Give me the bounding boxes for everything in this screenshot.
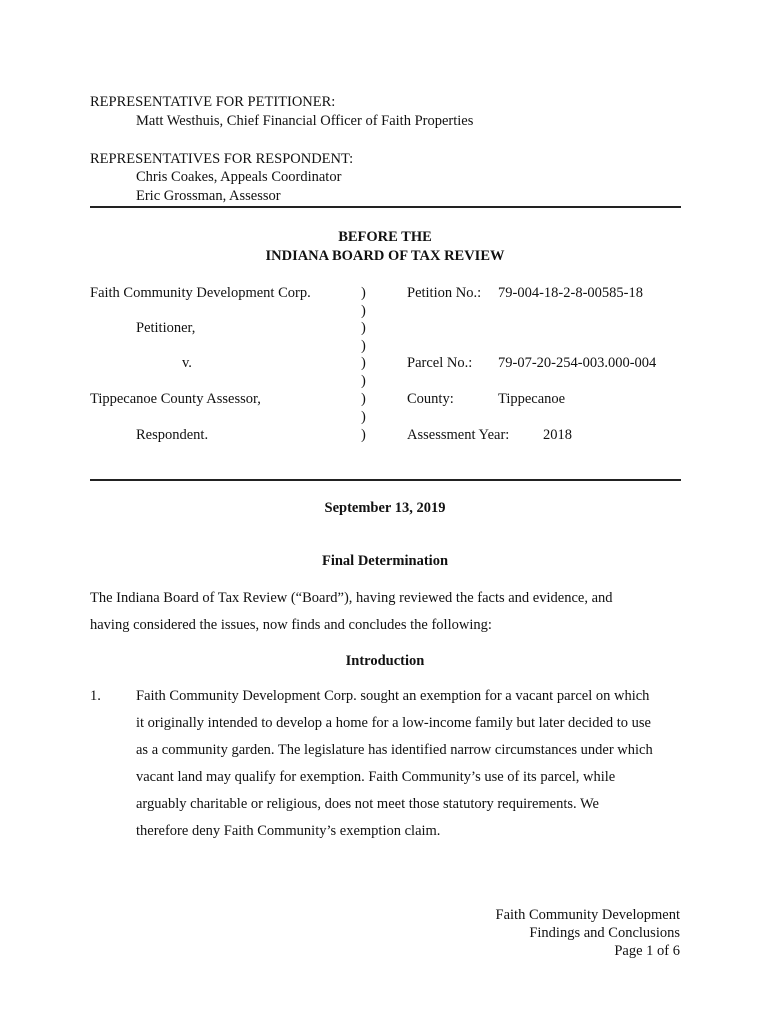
- paragraph-line: as a community garden. The legislature has identified narrow circumstances under which: [136, 742, 653, 758]
- footer-page-number: Page 1 of 6: [614, 943, 680, 959]
- county-label: County:: [407, 391, 454, 407]
- caption-divider: [90, 479, 681, 481]
- paragraph-line: it originally intended to develop a home for a low-income family but later decided to use: [136, 715, 651, 731]
- petitioner-representative-name: Matt Westhuis, Chief Financial Officer of Faith Properties: [136, 113, 474, 129]
- petitioner-party-name: Faith Community Development Corp.: [90, 285, 311, 301]
- paragraph-number: 1.: [90, 688, 101, 704]
- respondent-role: Respondent.: [136, 427, 209, 443]
- caption-paren: ): [361, 427, 366, 443]
- caption-paren: ): [361, 285, 366, 301]
- county-value: Tippecanoe: [498, 391, 566, 407]
- caption-paren: ): [361, 320, 366, 336]
- page-footer: [496, 906, 680, 960]
- parcel-number-value: 79-07-20-254-003.000-004: [498, 355, 657, 371]
- paragraph-line: Faith Community Development Corp. sought an exemption for a vacant parcel on which: [136, 688, 650, 704]
- court-heading-line1: BEFORE THE: [338, 229, 432, 245]
- determination-date: September 13, 2019: [324, 500, 446, 516]
- respondent-representative-name: Chris Coakes, Appeals Coordinator: [136, 169, 342, 185]
- petitioner-representative-heading: REPRESENTATIVE FOR PETITIONER:: [90, 94, 336, 110]
- respondent-party-name: Tippecanoe County Assessor,: [90, 391, 261, 407]
- paragraph-line: arguably charitable or religious, does not meet those statutory requirements. We: [136, 796, 599, 812]
- caption-paren: ): [361, 373, 366, 389]
- footer-case-name: Faith Community Development: [495, 907, 680, 923]
- parcel-number-label: Parcel No.:: [407, 355, 473, 371]
- determination-title: Final Determination: [321, 553, 449, 569]
- versus-label: v.: [182, 355, 192, 371]
- paragraph-line: therefore deny Faith Community’s exemption claim.: [136, 823, 441, 839]
- assessment-year-value: 2018: [543, 427, 572, 443]
- caption-paren: ): [361, 409, 366, 425]
- petition-number-label: Petition No.:: [407, 285, 482, 301]
- respondent-representative-name: Eric Grossman, Assessor: [136, 188, 281, 204]
- top-divider: [90, 206, 681, 208]
- caption-paren: ): [361, 355, 366, 371]
- caption-paren: ): [361, 338, 366, 354]
- petitioner-role: Petitioner,: [136, 320, 196, 336]
- intro-text-line: having considered the issues, now finds and concludes the following:: [90, 617, 492, 633]
- caption-paren: ): [361, 303, 366, 319]
- footer-document-type: Findings and Conclusions: [529, 925, 680, 941]
- petition-number-value: 79-004-18-2-8-00585-18: [498, 285, 643, 301]
- court-heading-line2: INDIANA BOARD OF TAX REVIEW: [265, 248, 505, 264]
- assessment-year-label: Assessment Year:: [407, 427, 510, 443]
- introduction-heading: Introduction: [345, 653, 425, 669]
- caption-paren: ): [361, 391, 366, 407]
- respondent-representatives-heading: REPRESENTATIVES FOR RESPONDENT:: [90, 151, 354, 167]
- paragraph-line: vacant land may qualify for exemption. Faith Community’s use of its parcel, while: [136, 769, 616, 785]
- intro-text-line: The Indiana Board of Tax Review (“Board”), having reviewed the facts and evidence, and: [90, 590, 613, 606]
